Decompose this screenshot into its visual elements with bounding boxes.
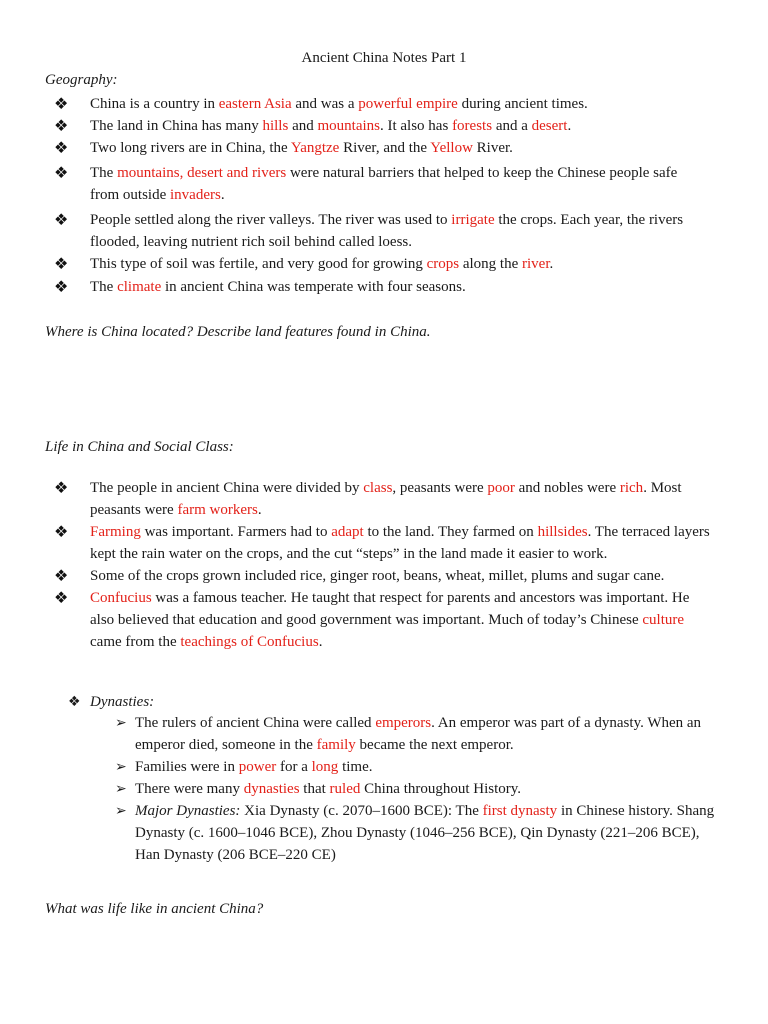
text-run: and (288, 118, 318, 134)
arrowhead-bullet-icon: ➢ (115, 715, 127, 731)
diamond-bullet-icon: ❖ (54, 522, 69, 541)
list-item-text (90, 524, 710, 562)
highlighted-term: dynasties (243, 781, 300, 797)
text-run: The (90, 279, 118, 295)
list-item (45, 93, 710, 115)
highlighted-term: rich (619, 480, 644, 496)
list-item (45, 587, 717, 653)
diamond-bullet-icon: ❖ (54, 94, 69, 113)
diamond-bullet-icon: ❖ (54, 478, 69, 497)
diamond-bullet-icon: ❖ (54, 163, 69, 182)
geography-heading: Geography: (45, 72, 118, 88)
text-run: came from the (90, 634, 181, 650)
text-run: Two long rivers are in China, the (90, 140, 291, 156)
text-run: River, and the (339, 140, 431, 156)
list-item-text (135, 803, 714, 863)
list-item-text (135, 781, 521, 797)
highlighted-term: eastern Asia (218, 96, 292, 112)
text-run: The land in China has many (90, 118, 263, 134)
dynasties-item (68, 691, 154, 713)
text-run: People settled along the river valleys. The river was used to (90, 212, 452, 228)
diamond-bullet-icon: ❖ (54, 116, 69, 135)
arrowhead-bullet-icon: ➢ (115, 759, 127, 775)
highlighted-term: powerful empire (358, 96, 458, 112)
highlighted-term: forests (452, 118, 493, 134)
text-run: were natural barriers that helped to keep the Chinese people safe from outside (90, 165, 678, 203)
text-run: . Most peasants were (90, 480, 682, 518)
highlighted-term: Farming (90, 524, 141, 540)
highlighted-term: invaders (170, 187, 221, 203)
list-item-text (135, 759, 372, 775)
highlighted-term: teachings of Confucius (180, 634, 319, 650)
text-run: China throughout History. (360, 781, 522, 797)
text-run: This type of soil was fertile, and very good for growing (90, 256, 427, 272)
life-heading: Life in China and Social Class: (45, 439, 234, 455)
text-run: time. (338, 759, 373, 775)
text-run: and a (492, 118, 532, 134)
diamond-bullet-icon: ❖ (68, 694, 81, 710)
list-item (45, 477, 717, 521)
text-run: Some of the crops grown included rice, ginger root, beans, wheat, millet, plums and sugar cane. (90, 568, 665, 584)
text-run: Xia Dynasty (c. 2070–1600 BCE): The (240, 803, 483, 819)
geography-list (45, 93, 710, 298)
text-run: . (567, 118, 572, 134)
diamond-bullet-icon: ❖ (54, 210, 69, 229)
highlighted-term: farm workers (177, 502, 258, 518)
list-item-text (90, 480, 682, 518)
highlighted-term: first dynasty (482, 803, 558, 819)
text-run: was important. Farmers had to (140, 524, 332, 540)
highlighted-term: long (311, 759, 339, 775)
list-item-text (90, 279, 466, 295)
list-item-text (90, 118, 571, 134)
text-run: China is a country in (90, 96, 219, 112)
highlighted-term: mountains, desert and rivers (117, 165, 287, 181)
text-run: along the (459, 256, 522, 272)
arrowhead-bullet-icon: ➢ (115, 803, 127, 819)
dynasty-list (115, 712, 725, 866)
highlighted-term: mountains (317, 118, 380, 134)
diamond-bullet-icon: ❖ (54, 254, 69, 273)
italic-label: Major Dynasties: (135, 803, 241, 819)
text-run: The rulers of ancient China were called (135, 715, 376, 731)
text-run: There were many (135, 781, 244, 797)
list-item (45, 253, 710, 275)
diamond-bullet-icon: ❖ (54, 588, 69, 607)
text-run: The people in ancient China were divided by (90, 480, 364, 496)
text-run: the crops. Each year, the rivers flooded, leaving nutrient rich soil behind called loess. (90, 212, 684, 250)
text-run: was a famous teacher. He taught that respect for parents and ancestors was important. He also believed that education and good government was important. Much of today’s Chinese (90, 590, 690, 628)
list-item (45, 137, 710, 159)
list-item (115, 800, 725, 866)
highlighted-term: power (238, 759, 277, 775)
list-item (115, 712, 725, 756)
text-run: during ancient times. (457, 96, 588, 112)
list-item-text (135, 715, 701, 753)
diamond-bullet-icon: ❖ (54, 566, 69, 585)
text-run: The (90, 165, 118, 181)
text-run: became the next emperor. (355, 737, 514, 753)
highlighted-term: poor (487, 480, 515, 496)
text-run: for a (276, 759, 312, 775)
highlighted-term: hills (262, 118, 289, 134)
highlighted-term: hillsides (537, 524, 588, 540)
highlighted-term: Confucius (90, 590, 152, 606)
list-item-text (90, 96, 588, 112)
text-run: and was a (291, 96, 359, 112)
list-item (45, 115, 710, 137)
highlighted-term: culture (642, 612, 685, 628)
list-item (45, 209, 710, 253)
text-run: in Chinese history. Shang Dynasty (c. 1600–1046 BCE), Zhou Dynasty (1046–256 BCE), Qin Dynasty (221–206 BCE), Han Dynasty (206 BCE–220 CE) (135, 803, 715, 863)
page-title: Ancient China Notes Part 1 (301, 50, 467, 66)
highlighted-term: river (522, 256, 550, 272)
list-item (45, 565, 717, 587)
highlighted-term: family (316, 737, 356, 753)
text-run: . It also has (379, 118, 453, 134)
dynasties-label: Dynasties: (90, 694, 155, 710)
list-item-text (90, 568, 664, 584)
highlighted-term: ruled (329, 781, 361, 797)
highlighted-term: adapt (331, 524, 364, 540)
text-run: . (257, 502, 262, 518)
question-location: Where is China located? Describe land features found in China. (45, 324, 431, 340)
text-run: . An emperor was part of a dynasty. When an emperor died, someone in the (135, 715, 702, 753)
text-run: to the land. They farmed on (363, 524, 538, 540)
text-run: . (549, 256, 554, 272)
list-item (115, 756, 725, 778)
highlighted-term: Yellow (430, 140, 473, 156)
diamond-bullet-icon: ❖ (54, 138, 69, 157)
list-item (115, 778, 725, 800)
list-item (45, 276, 710, 298)
text-run: in ancient China was temperate with four seasons. (161, 279, 466, 295)
list-item-text (90, 256, 553, 272)
text-run: . The terraced layers kept the rain water on the crops, and the cut “steps” in the land made it easier to work. (90, 524, 710, 562)
text-run: Families were in (135, 759, 239, 775)
highlighted-term: climate (117, 279, 162, 295)
question-life: What was life like in ancient China? (45, 901, 264, 917)
text-run: . (318, 634, 323, 650)
list-item-text (90, 590, 689, 650)
text-run: River. (472, 140, 513, 156)
highlighted-term: Yangtze (290, 140, 340, 156)
highlighted-term: irrigate (451, 212, 495, 228)
list-item (45, 162, 710, 206)
highlighted-term: crops (426, 256, 460, 272)
life-list (45, 477, 717, 653)
text-run: and nobles were (514, 480, 620, 496)
list-item (68, 691, 154, 713)
arrowhead-bullet-icon: ➢ (115, 781, 127, 797)
list-item-text (90, 140, 513, 156)
highlighted-term: desert (531, 118, 568, 134)
list-item-text (90, 212, 683, 250)
list-item-text (90, 165, 677, 203)
text-run: that (299, 781, 330, 797)
highlighted-term: class (363, 480, 393, 496)
diamond-bullet-icon: ❖ (54, 277, 69, 296)
text-run: . (220, 187, 225, 203)
highlighted-term: emperors (375, 715, 432, 731)
list-item (45, 521, 717, 565)
text-run: , peasants were (392, 480, 488, 496)
